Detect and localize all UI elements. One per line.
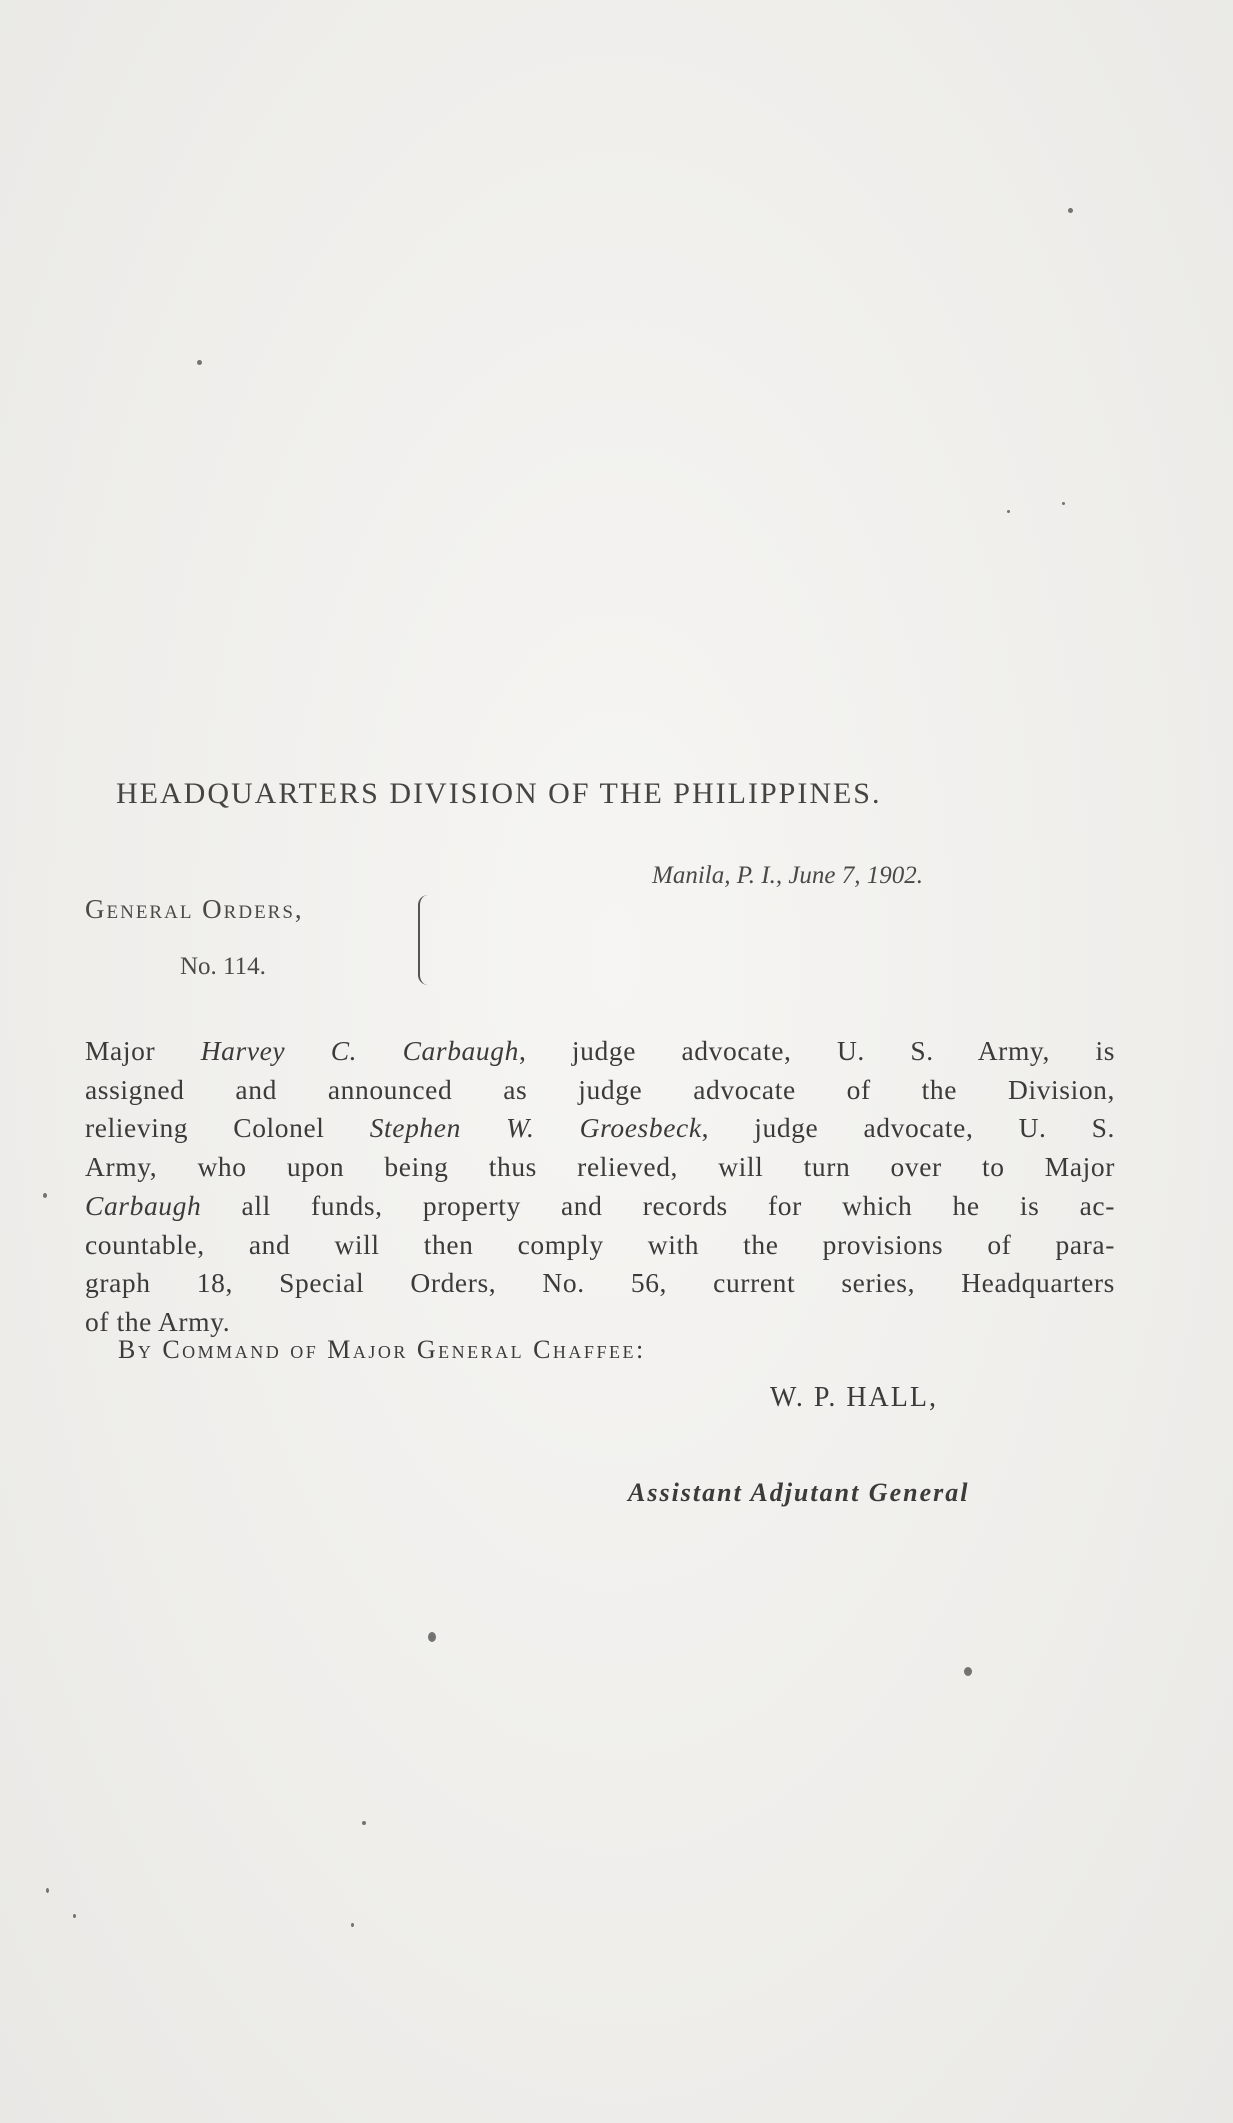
dateline: Manila, P. I., June 7, 1902.	[652, 862, 924, 889]
body-line	[85, 1032, 1115, 1071]
signer-title: Assistant Adjutant General	[628, 1478, 970, 1507]
officer-name: Harvey C. Carbaugh	[200, 1035, 519, 1066]
speck	[197, 360, 202, 365]
brace-icon	[418, 895, 438, 985]
speck	[46, 1888, 49, 1893]
officer-name: Carbaugh	[85, 1189, 202, 1221]
speck	[351, 1923, 354, 1927]
body-line: Army, who upon being thus relieved, will turn over to Major	[85, 1151, 1115, 1183]
speck	[428, 1632, 436, 1642]
body-line	[85, 1109, 1115, 1148]
body-text-run: Major	[85, 1035, 201, 1066]
body-line	[85, 1187, 1115, 1226]
speck	[1007, 510, 1010, 513]
document-heading: HEADQUARTERS DIVISION OF THE PHILIPPINES.	[116, 777, 882, 810]
signer-name: W. P. HALL,	[770, 1382, 938, 1413]
body-text-run: all funds, property and records for which he is ac-	[201, 1189, 1115, 1221]
general-orders-label: General Orders,	[85, 894, 304, 924]
speck	[73, 1914, 76, 1918]
body-line: countable, and will then comply with the provisions of para-	[85, 1228, 1115, 1260]
body-line: of the Army.	[85, 1305, 231, 1337]
command-line: By Command of Major General Chaffee:	[118, 1335, 646, 1364]
officer-name: Stephen W. Groesbeck	[369, 1112, 702, 1144]
speck	[362, 1821, 366, 1825]
body-line: assigned and announced as judge advocate of the Division,	[85, 1073, 1115, 1105]
body-text-run: , judge advocate, U. S. Army, is	[518, 1035, 1115, 1066]
speck	[1068, 208, 1073, 213]
speck	[43, 1193, 47, 1198]
order-body	[85, 1032, 1115, 1342]
body-text-run: relieving Colonel	[85, 1112, 370, 1144]
speck	[1062, 502, 1065, 505]
speck	[964, 1667, 972, 1676]
body-line: graph 18, Special Orders, No. 56, current series, Headquarters	[85, 1267, 1115, 1299]
order-number: No. 114.	[180, 953, 266, 980]
body-text-run: , judge advocate, U. S.	[701, 1112, 1115, 1144]
